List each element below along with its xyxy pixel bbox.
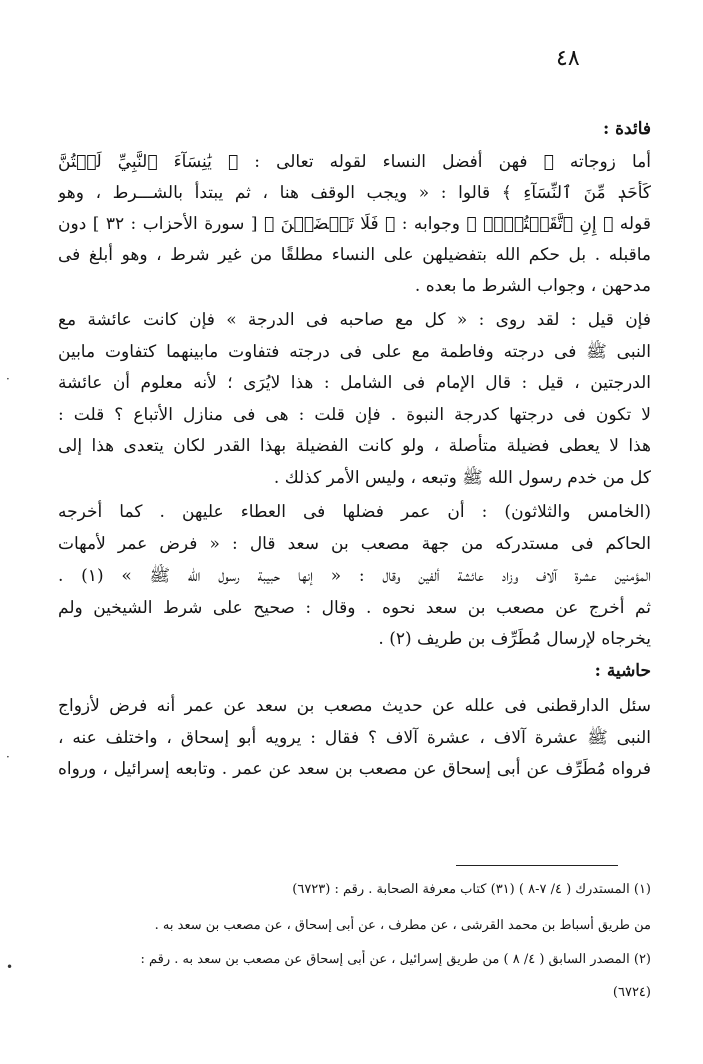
text-line: مدحهن ، وجواب الشرط ما بعده . [414, 276, 651, 296]
text-line: فرواه مُطَرِّف عن أبى إسحاق عن مصعب بن سعد عن عمر . وتابعه إسرائيل ، ورواه [58, 759, 651, 779]
text-line: يخرجاه لإرسال مُطَرِّف بن طريف (٢) . [378, 629, 651, 649]
margin-mark: · [6, 750, 10, 764]
text-line: أما زوجاته ﷺ فهن أفضل النساء لقوله تعالى : ﴿ يَٰنِسَآءَ ٱلنَّبِيِّ لَسۡتُنَّ [58, 152, 651, 172]
text-line: النبى ﷺ فى درجته وفاطمة مع على فى درجته فتفاوت مابينهما كتفاوت مابين [58, 342, 651, 362]
text-line: النبى ﷺ عشرة آلاف ، عشرة آلاف ؟ فقال : يرويه أبو إسحاق ، واختلف عنه ، [58, 728, 651, 748]
footnote-line: (٦٧٢٤) [612, 985, 651, 1000]
footnote-line: (١) المستدرك ( ٤/ ٧-٨ ) (٣١) كتاب معرفة الصحابة . رقم : (٦٧٢٣) [292, 882, 651, 897]
text-line: سئل الدارقطنى فى علله عن حديث مصعب بن سعد عن عمر أنه فرض لأزواج [58, 696, 651, 716]
text-line: هذا لا يعطى فضيلة متأصلة ، ولو كانت الفضيلة بهذا القدر لكان يتعدى هذا إلى [58, 436, 651, 456]
margin-mark: · [6, 372, 10, 386]
page-number: ٤٨ [556, 46, 580, 71]
text-line: ماقبله . بل حكم الله بتفضيلهن على النساء مطلقًا من غير شرط ، وهو أبلغ فى [58, 245, 651, 265]
text-line: قوله ﴿ إِنِ ٱتَّقَيۡتُنَّۚ ﴾ وجوابه : ﴿ فَلَا تَخۡضَعۡنَ ﴾ [ سورة الأحزاب : ٣٢ ] دون [58, 214, 651, 234]
footnote-line: من طريق أسباط بن محمد القرشى ، عن مطرف ، عن أبى إسحاق ، عن مصعب بن سعد به . [154, 918, 651, 933]
footnote-divider [456, 865, 618, 866]
text-line: كل من خدم رسول الله ﷺ وتبعه ، وليس الأمر كذلك . [273, 468, 651, 488]
margin-mark: • [6, 960, 14, 974]
footnote-line: (٢) المصدر السابق ( ٤/ ٨ ) من طريق إسرائيل ، عن أبى إسحاق عن مصعب بن سعد به . رقم : [140, 952, 651, 967]
text-line: لا تكون فى درجتها كدرجة النبوة . فإن قلت : هى فى منازل الأتباع ؟ قلت : [58, 405, 651, 425]
text-line: الحاكم فى مستدركه من جهة مصعب بن سعد قال : « فرض عمر لأمهات [58, 534, 651, 554]
heading-fayda: فائدة : [602, 119, 651, 139]
text-line: كَأَحَدٖ مِّنَ ٱلنِّسَآءِ ﴾ قالوا : « ويجب الوقف هنا ، ثم يبتدأ بالشـــرط ، وهو [58, 183, 651, 203]
text-line: الدرجتين ، قيل : قال الإمام فى الشامل : هذا لايُرَى ؛ لأنه معلوم أن عائشة [58, 373, 651, 393]
text-line: ثم أخرج عن مصعب بن سعد نحوه . وقال : صحيح على شرط الشيخين ولم [58, 598, 651, 618]
text-line: (الخامس والثلاثون) : أن عمر فضلها فى العطاء عليهن . كما أخرجه [58, 502, 651, 522]
text-line: المؤمنين عشرة آلاف وزاد عائشة ألفين وقال : « إنها حبيبة رسول الله ﷺ » (١) . [58, 566, 651, 586]
heading-hashiya: حاشية : [594, 661, 651, 681]
text-line: فإن قيل : لقد روى : « كل مع صاحبه فى الدرجة » فإن كانت عائشة مع [58, 310, 651, 330]
